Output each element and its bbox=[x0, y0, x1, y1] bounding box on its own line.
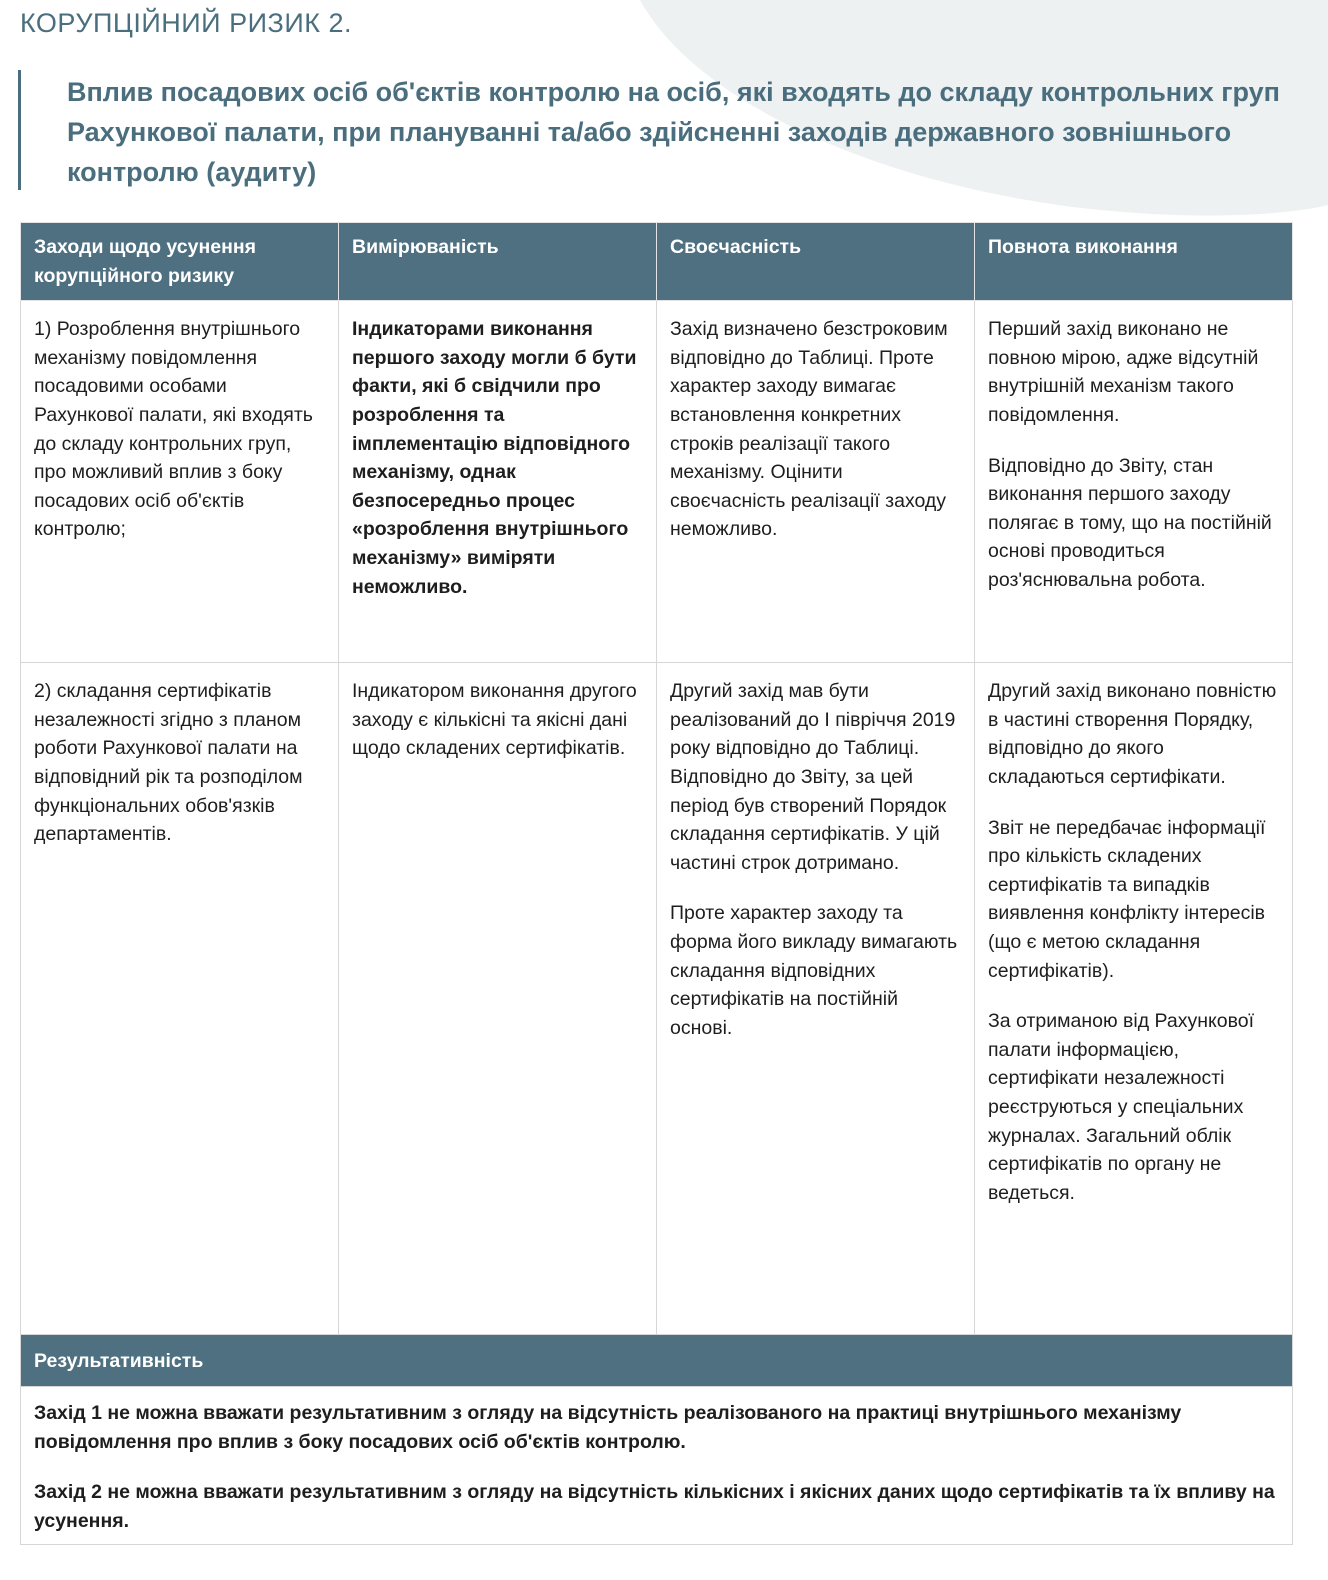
table-row bbox=[21, 663, 1293, 1335]
col-header-measurability: Вимірюваність bbox=[339, 223, 657, 301]
cell-text: Відповідно до Звіту, стан виконання першого заходу полягає в тому, що на постійній основі проводиться роз'яснювальна робота. bbox=[988, 454, 1272, 591]
table-row bbox=[21, 301, 1293, 663]
cell-text: Захід визначено безстроковим відповідно до Таблиці. Проте характер заходу вимагає встановлення конкретних строків реалізації такого механізму. Оцінити своєчасність реалізації заходу неможливо. bbox=[670, 318, 948, 541]
table-header-row bbox=[21, 223, 1293, 301]
cell-text: Другий захід мав бути реалізований до І півріччя 2019 року відповідно до Таблиці. Відповідно до Звіту, за цей період був створений Порядок складання сертифікатів. У цій частині строк дотримано. bbox=[670, 680, 956, 874]
cell-text: Індикатором виконання другого заходу є кількісні та якісні дані щодо складених сертифікатів. bbox=[352, 680, 637, 760]
col-header-timeliness: Своєчасність bbox=[657, 223, 975, 301]
cell-text: За отриманою від Рахункової палати інформацією, сертифікати незалежності реєструються у спеціальних журналах. Загальний облік сертифікатів по органу не ведеться. bbox=[988, 1010, 1254, 1204]
result-header-row bbox=[21, 1335, 1293, 1387]
cell-measure bbox=[21, 663, 339, 1335]
risk-label: КОРУПЦІЙНИЙ РИЗИК 2. bbox=[20, 8, 352, 38]
cell-measurability bbox=[339, 301, 657, 663]
assessment-table bbox=[20, 222, 1293, 1545]
cell-completeness bbox=[975, 301, 1293, 663]
risk-heading-block bbox=[18, 70, 1296, 190]
risk-heading: Вплив посадових осіб об'єктів контролю на осіб, які входять до складу контрольних груп Рахункової палати, при плануванні та/або здійсненні заходів державного зовнішнього контролю (аудиту) bbox=[67, 77, 1280, 187]
cell-timeliness bbox=[657, 301, 975, 663]
cell-text: Проте характер заходу та форма його викладу вимагають складання відповідних сертифікатів на постійній основі. bbox=[670, 902, 958, 1039]
col-header-completeness: Повнота виконання bbox=[975, 223, 1293, 301]
result-body bbox=[21, 1387, 1293, 1544]
cell-measurability bbox=[339, 663, 657, 1335]
cell-text: Перший захід виконано не повною мірою, адже відсутній внутрішній механізм такого повідомлення. bbox=[988, 318, 1259, 426]
cell-text: Індикаторами виконання першого заходу могли б бути факти, які б свідчили про розроблення та імплементацію відповідного механізму, однак безпосередньо процес «розроблення внутрішнього механізму» виміряти неможливо. bbox=[352, 318, 637, 598]
cell-text: Другий захід виконано повністю в частині створення Порядку, відповідно до якого складаються сертифікати. bbox=[988, 680, 1277, 788]
result-paragraph: Захід 2 не можна вважати результативним з огляду на відсутність кількісних і якісних даних щодо сертифікатів та їх впливу на усунення. bbox=[34, 1481, 1275, 1532]
result-title: Результативність bbox=[21, 1335, 1293, 1387]
cell-timeliness bbox=[657, 663, 975, 1335]
cell-measure bbox=[21, 301, 339, 663]
cell-text: 2) складання сертифікатів незалежності згідно з планом роботи Рахункової палати на відповідний рік та розподілом функціональних обов'язків департаментів. bbox=[34, 680, 303, 846]
cell-completeness bbox=[975, 663, 1293, 1335]
result-paragraph: Захід 1 не можна вважати результативним з огляду на відсутність реалізованого на практиці внутрішнього механізму повідомлення про вплив з боку посадових осіб об'єктів контролю. bbox=[34, 1402, 1182, 1453]
result-body-row bbox=[21, 1387, 1293, 1544]
col-header-measures: Заходи щодо усунення корупційного ризику bbox=[21, 223, 339, 301]
cell-text: Звіт не передбачає інформації про кількість складених сертифікатів та випадків виявлення конфлікту інтересів (що є метою складання сертифікатів). bbox=[988, 816, 1266, 982]
cell-text: 1) Розроблення внутрішнього механізму повідомлення посадовими особами Рахункової палати, які входять до складу контрольних груп, про можливий вплив з боку посадових осіб об'єктів контролю; bbox=[34, 318, 313, 541]
